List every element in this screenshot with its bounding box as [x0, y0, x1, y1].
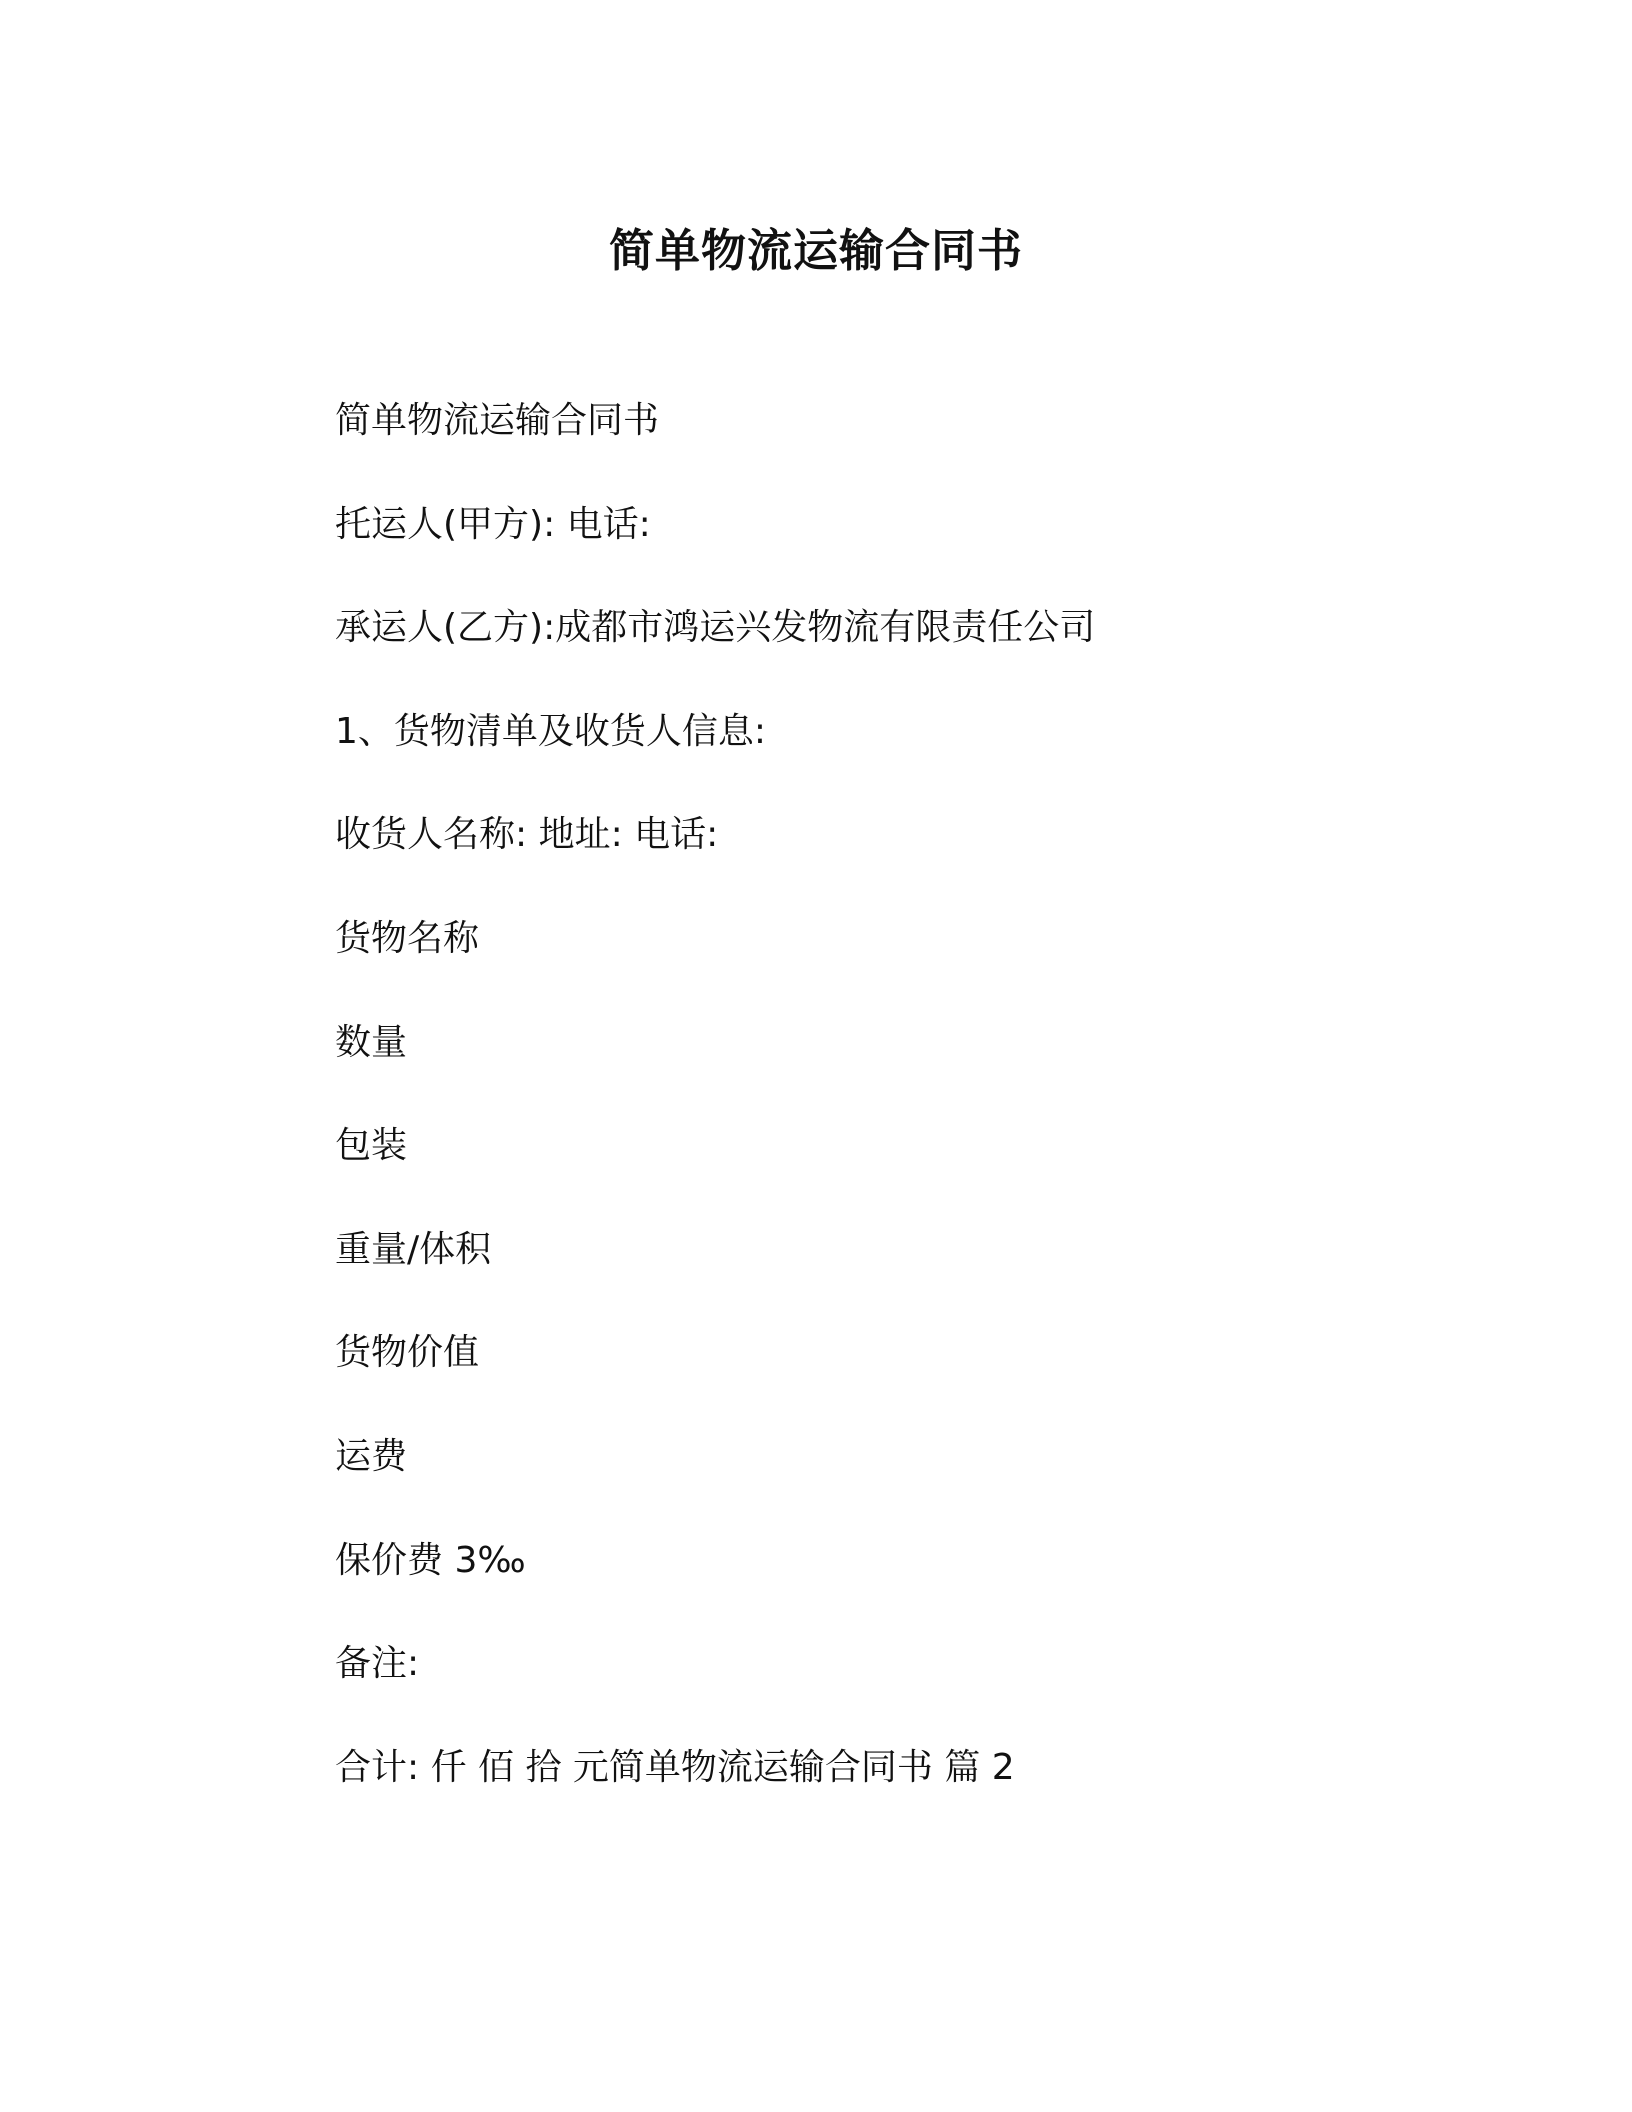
weight-volume-line: 重量/体积	[335, 1228, 492, 1270]
subtitle-line: 简单物流运输合同书	[335, 400, 660, 441]
goods-name-line: 货物名称	[335, 917, 480, 959]
document-title: 简单物流运输合同书	[608, 224, 1023, 277]
carrier-line: 承运人(乙方):成都市鸿运兴发物流有限责任公司	[335, 607, 1096, 649]
quantity-line: 数量	[335, 1021, 408, 1063]
total-line: 合计: 仟 佰 拾 元简单物流运输合同书 篇 2	[335, 1746, 1015, 1788]
section-heading: 1、货物清单及收货人信息:	[335, 710, 767, 752]
insurance-fee-line: 保价费 3‰	[335, 1539, 526, 1581]
document-body	[335, 395, 1535, 1845]
shipper-line: 托运人(甲方): 电话:	[335, 503, 651, 545]
packaging-line: 包装	[335, 1125, 408, 1167]
remarks-line: 备注:	[335, 1643, 420, 1685]
goods-value-line: 货物价值	[335, 1332, 480, 1374]
consignee-line: 收货人名称: 地址: 电话:	[335, 814, 719, 856]
freight-line: 运费	[335, 1435, 408, 1477]
